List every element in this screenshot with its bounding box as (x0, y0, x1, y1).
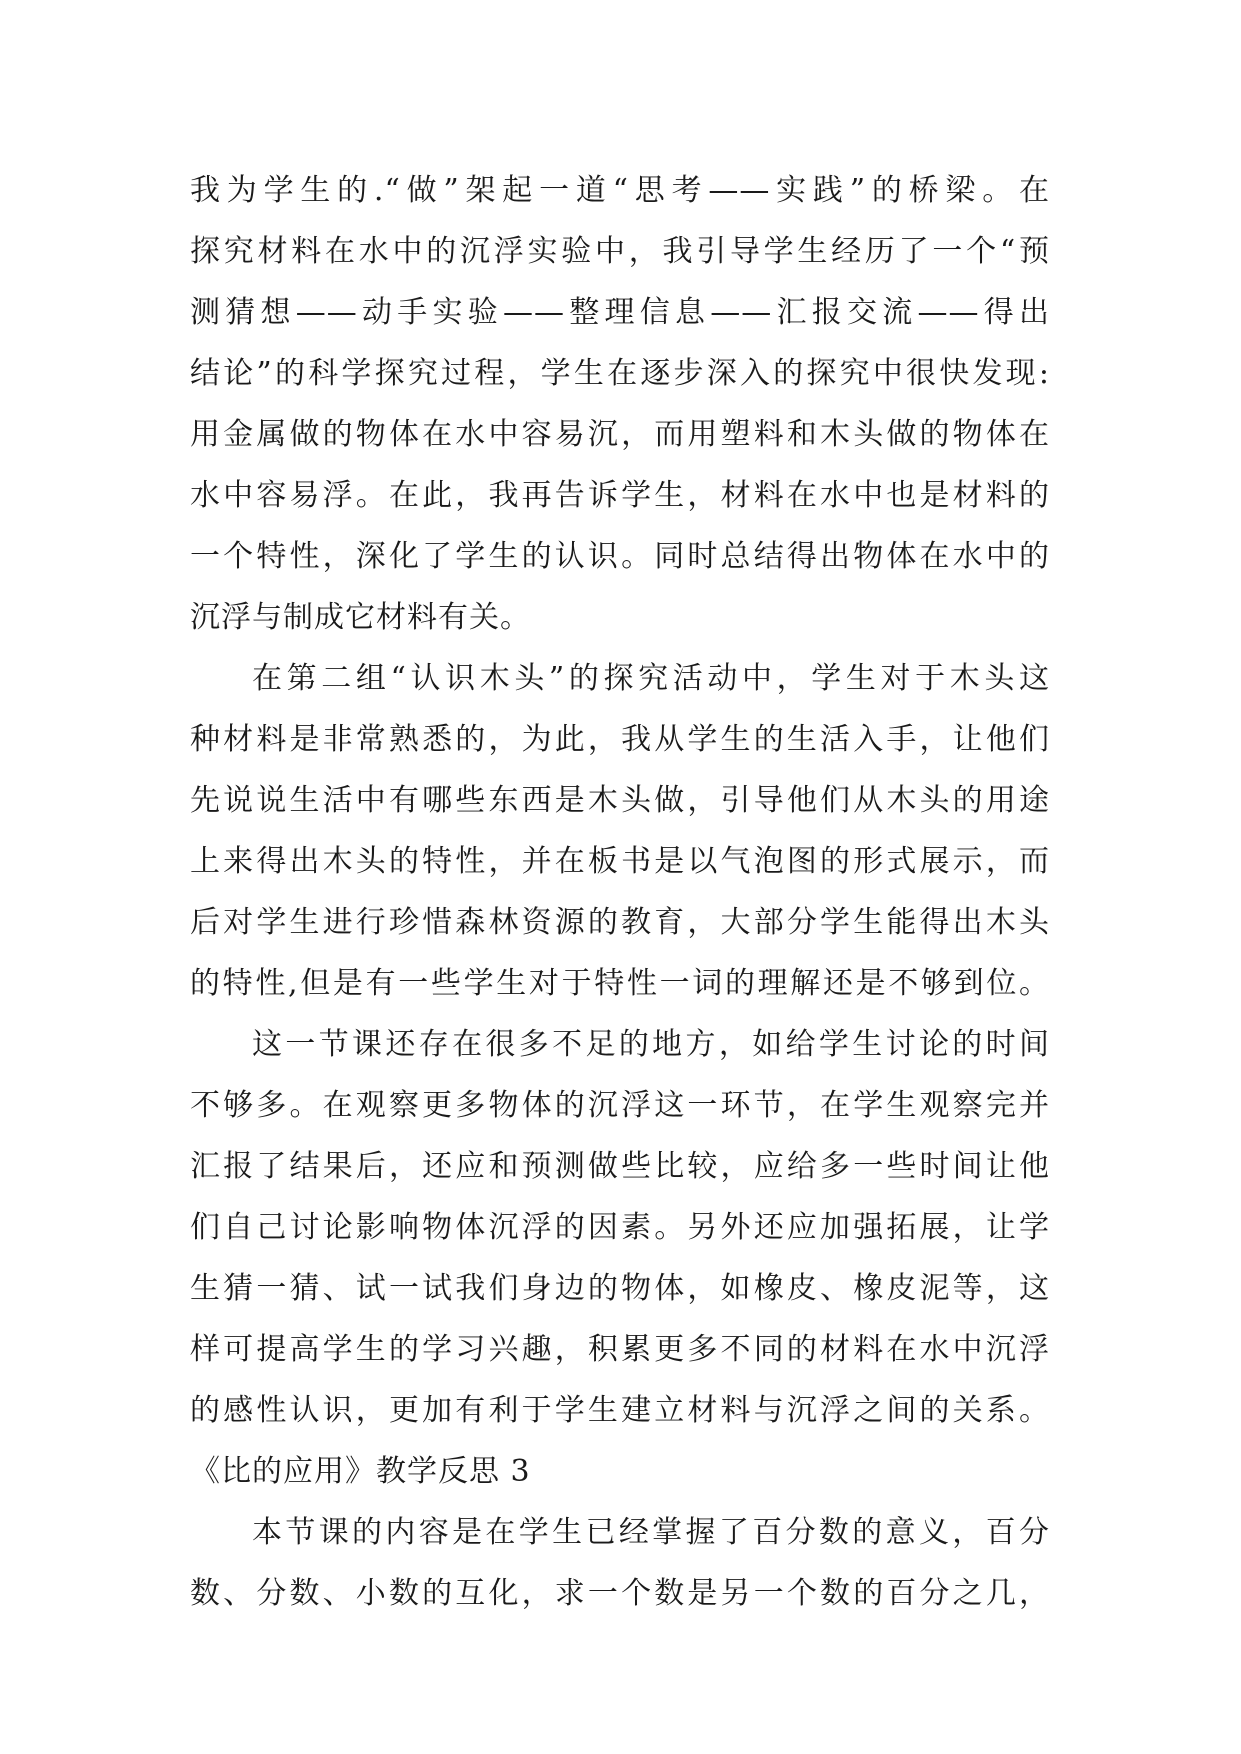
paragraph-line: 不够多。在观察更多物体的沉浮这一环节，在学生观察完并 (190, 1088, 1050, 1123)
paragraph-line: 测猜想——动手实验——整理信息——汇报交流——得出 (190, 295, 1050, 330)
paragraph-line: 探究材料在水中的沉浮实验中，我引导学生经历了一个“预 (190, 234, 1050, 269)
paragraph-line: 我为学生的.“做”架起一道“思考——实践”的桥梁。在 (190, 173, 1050, 208)
paragraph-line: 的特性,但是有一些学生对于特性一词的理解还是不够到位。 (190, 966, 1050, 1001)
paragraph-line: 本节课的内容是在学生已经掌握了百分数的意义，百分 (252, 1515, 1050, 1550)
paragraph-line: 结论”的科学探究过程，学生在逐步深入的探究中很快发现: (190, 356, 1050, 391)
paragraph-line: 种材料是非常熟悉的，为此，我从学生的生活入手，让他们 (190, 722, 1050, 757)
paragraph-line: 的感性认识，更加有利于学生建立材料与沉浮之间的关系。 (190, 1393, 1050, 1428)
paragraph-line: 生猜一猜、试一试我们身边的物体，如橡皮、橡皮泥等，这 (190, 1271, 1050, 1306)
paragraph-line: 沉浮与制成它材料有关。 (190, 600, 531, 635)
paragraph-line: 一个特性，深化了学生的认识。同时总结得出物体在水中的 (190, 539, 1050, 574)
paragraph-line: 上来得出木头的特性，并在板书是以气泡图的形式展示，而 (190, 844, 1050, 879)
paragraph-line: 样可提高学生的学习兴趣，积累更多不同的材料在水中沉浮 (190, 1332, 1050, 1367)
paragraph-line: 后对学生进行珍惜森林资源的教育，大部分学生能得出木头 (190, 905, 1050, 940)
paragraph-line: 数、分数、小数的互化，求一个数是另一个数的百分之几， (190, 1576, 1050, 1611)
section-heading: 《比的应用》教学反思 3 (190, 1454, 531, 1489)
paragraph-line: 用金属做的物体在水中容易沉，而用塑料和木头做的物体在 (190, 417, 1050, 452)
paragraph-line: 水中容易浮。在此，我再告诉学生，材料在水中也是材料的 (190, 478, 1050, 513)
paragraph-line: 这一节课还存在很多不足的地方，如给学生讨论的时间 (252, 1027, 1050, 1062)
paragraph-line: 汇报了结果后，还应和预测做些比较，应给多一些时间让他 (190, 1149, 1050, 1184)
paragraph-line: 们自己讨论影响物体沉浮的因素。另外还应加强拓展，让学 (190, 1210, 1050, 1245)
paragraph-line: 在第二组“认识木头”的探究活动中，学生对于木头这 (252, 661, 1050, 696)
document-body (190, 160, 1050, 1624)
paragraph-line: 先说说生活中有哪些东西是木头做，引导他们从木头的用途 (190, 783, 1050, 818)
